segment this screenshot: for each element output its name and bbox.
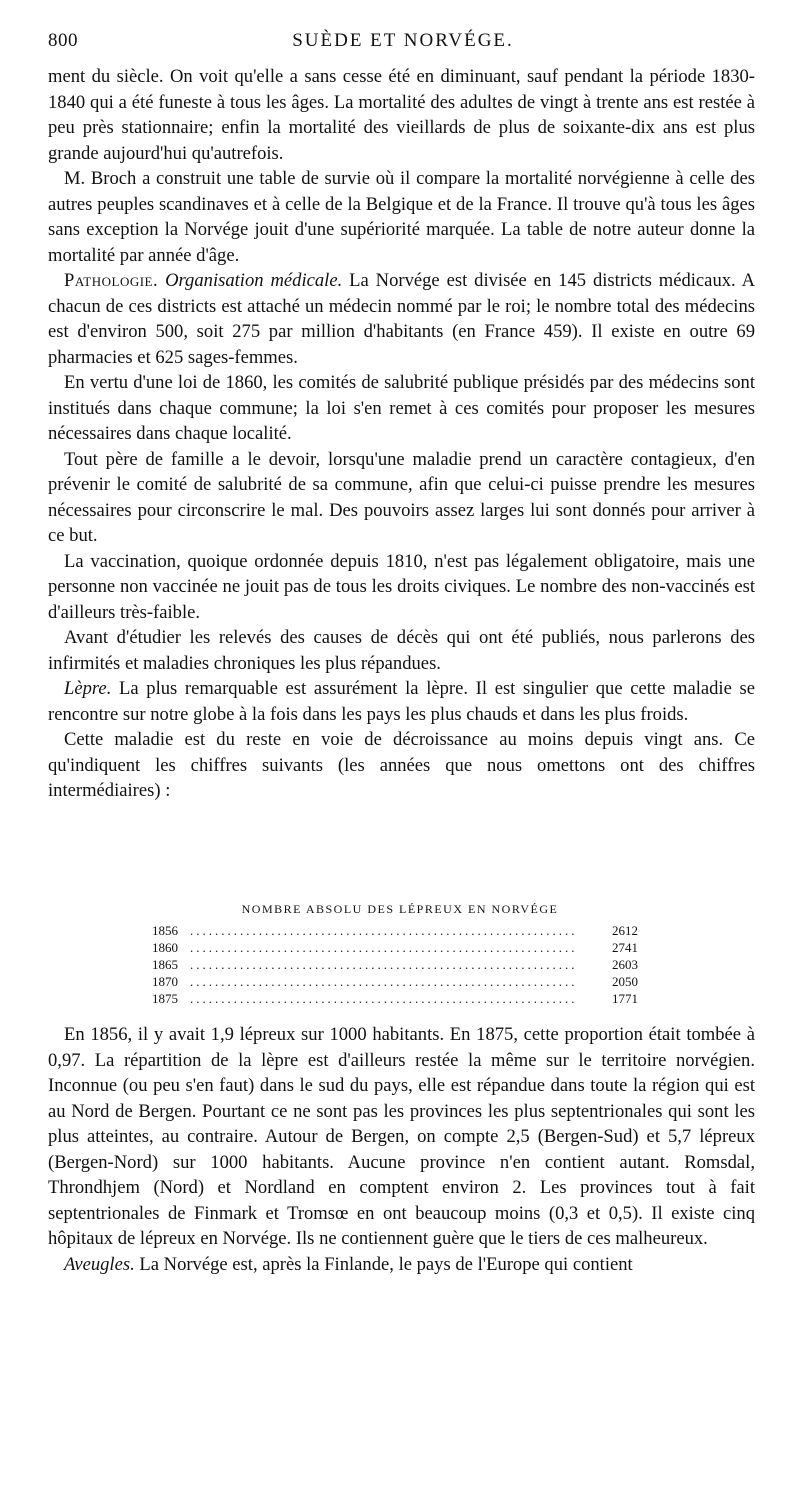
table-row bbox=[152, 990, 638, 1007]
subheading-lepre: Lèpre. bbox=[64, 678, 112, 699]
paragraph-vaccination: La vaccination, quoique ordonnée depuis 1810, n'est pas légalement obligatoire, mais une personne non vaccinée ne jouit pas de tous les droits civiques. Le nombre des non-vaccinés est d'ailleurs très-faible. bbox=[48, 550, 755, 623]
paragraph-lepre-distribution: En 1856, il y avait 1,9 lépreux sur 1000 habitants. En 1875, cette proportion était tombée à 0,97. La répartition de la lèpre est d'ailleurs restée la même sur le territoire norvégien. Inconnue (ou peu s'en faut) dans le sud du pays, elle est répandue dans toute la région qui est au Nord de Bergen. Pourtant ce ne sont pas les provinces les plus septentrionales qui sont les plus atteintes, au contraire. Autour de Bergen, on compte 2,5 (Bergen-Sud) et 5,7 lépreux (Bergen-Nord) sur 1000 habitants. Aucune province n'en contient autant. Romsdal, Throndhjem (Nord) et Nordland en comptent environ 2. Les provinces tout à fait septentrionales de Finmark et Tromsœ en ont beaucoup moins (0,3 et 0,5). Il existe cinq hôpitaux de lépreux en Norvége. Ils ne contiennent guère que le tiers de ces malheureux. bbox=[48, 1024, 755, 1249]
running-head bbox=[48, 30, 758, 56]
page-number: 800 bbox=[48, 30, 78, 51]
table-year: 1856 bbox=[152, 923, 178, 938]
table-row bbox=[152, 939, 638, 956]
leader-dots: .............................................................. bbox=[190, 974, 578, 989]
paragraph-lepre bbox=[48, 676, 755, 727]
table-title: NOMBRE ABSOLU DES LÉPREUX EN NORVÉGE bbox=[241, 902, 559, 916]
paragraph-lepre-decline: Cette maladie est du reste en voie de décroissance au moins depuis vingt ans. Ce qu'indiquent les chiffres suivants (les années que nous omettons ont des chiffres intermédiaires) : bbox=[48, 729, 755, 801]
table-count: 2741 bbox=[612, 940, 638, 955]
paragraph-contagion-duty: Tout père de famille a le devoir, lorsqu'une maladie prend un caractère contagieux, d'en prévenir le comité de salubrité de sa commune, afin que celui-ci puisse prendre les mesures nécessaires pour circonscrire le mal. Des pouvoirs assez larges lui sont donnés pour arriver à ce but. bbox=[48, 448, 755, 546]
table-year: 1865 bbox=[152, 957, 178, 972]
paragraph-medical-organisation bbox=[48, 268, 755, 370]
section-lead-pathologie: Pathologie. bbox=[64, 270, 159, 291]
paragraph-aveugles bbox=[48, 1252, 755, 1278]
table-count: 2603 bbox=[612, 957, 638, 972]
table-year: 1875 bbox=[152, 991, 178, 1006]
leader-dots: .............................................................. bbox=[190, 940, 578, 955]
paragraph-lepre-text: La plus remarquable est assurément la lèpre. Il est singulier que cette maladie se rencontre sur notre globe à la fois dans les pays les plus chauds et dans les plus froids. bbox=[48, 678, 755, 725]
leader-dots: .............................................................. bbox=[190, 957, 578, 972]
leprosy-table bbox=[152, 922, 638, 1007]
table-count: 1771 bbox=[612, 991, 638, 1006]
subheading-aveugles: Aveugles. bbox=[64, 1253, 135, 1275]
paragraph-aveugles-text: La Norvége est, après la Finlande, le pays de l'Europe qui contient bbox=[134, 1253, 633, 1275]
paragraph-chronic-diseases: Avant d'étudier les relevés des causes de décès qui ont été publiés, nous parlerons des infirmités et maladies chroniques les plus répandues. bbox=[48, 627, 755, 674]
leader-dots: .............................................................. bbox=[190, 991, 578, 1006]
paragraph-medical-organisation-text: La Norvége est divisée en 145 districts médicaux. A chacun de ces districts est attaché un médecin nommé par le roi; le nombre total des médecins est d'environ 500, soit 275 par million d'habitants (en France 459). Il existe en outre 69 pharmacies et 625 sages-femmes. bbox=[48, 270, 755, 368]
text-block-lower bbox=[48, 1022, 755, 1277]
paragraph-mortality-trend: ment du siècle. On voit qu'elle a sans cesse été en diminuant, sauf pendant la période 1830-1840 qui a été funeste à tous les âges. La mortalité des adultes de vingt à trente ans est restée à peu près stationnaire; enfin la mortalité des vieillards de plus de soixante-dix ans est plus grande aujourd'hui qu'autrefois. bbox=[48, 66, 755, 164]
table-row bbox=[152, 956, 638, 973]
leader-dots: .............................................................. bbox=[190, 923, 578, 938]
table-year: 1860 bbox=[152, 940, 178, 955]
table-year: 1870 bbox=[152, 974, 178, 989]
table-count: 2612 bbox=[612, 923, 638, 938]
subheading-organisation-medicale: Organisation médicale. bbox=[165, 270, 343, 291]
table-row bbox=[152, 973, 638, 990]
paragraph-survival-table: M. Broch a construit une table de survie où il compare la mortalité norvégienne à celle des autres peuples scandinaves et à celle de la Belgique et de la France. Il trouve qu'à tous les âges sans exception la Norvége jouit d'une supériorité marquée. La table de notre auteur donne la mortalité par année d'âge. bbox=[48, 168, 755, 266]
table-count: 2050 bbox=[612, 974, 638, 989]
table-row bbox=[152, 922, 638, 939]
running-title: SUÈDE ET NORVÉGE. bbox=[292, 30, 514, 51]
paragraph-salubrity-law: En vertu d'une loi de 1860, les comités de salubrité publique présidés par des médecins sont institués dans chaque commune; la loi s'en remet à ces comités pour proposer les mesures nécessaires dans chaque localité. bbox=[48, 372, 755, 444]
text-block-upper bbox=[48, 64, 755, 804]
